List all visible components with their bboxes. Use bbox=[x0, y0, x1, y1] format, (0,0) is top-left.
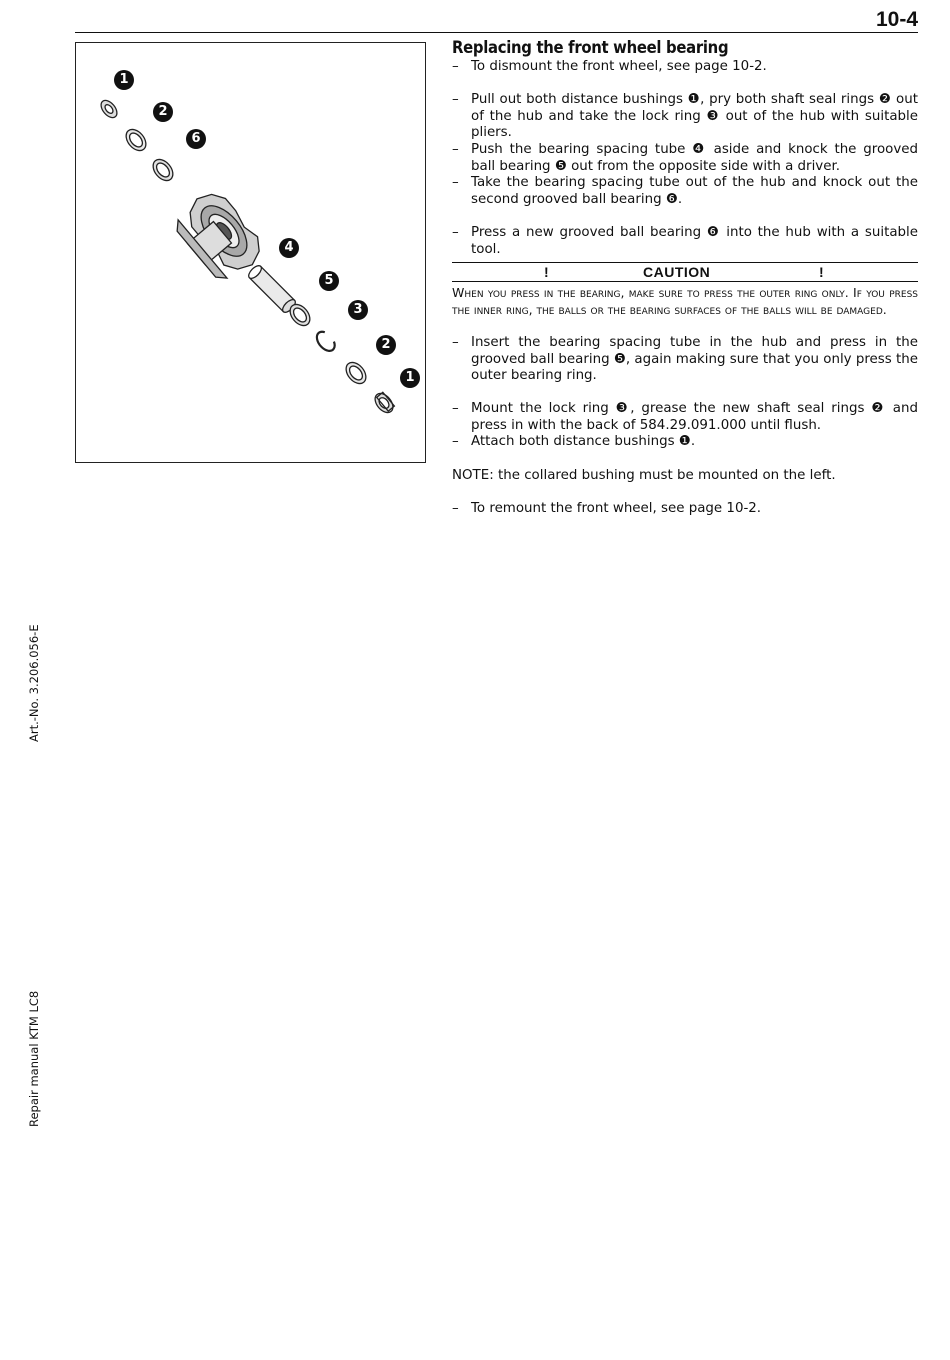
step-press-bearing: – Press a new grooved ball bearing ❻ into the hub with a suitable tool. bbox=[452, 224, 918, 257]
instructions bbox=[452, 38, 918, 517]
seal-ring-bottom bbox=[342, 359, 370, 388]
page-number: 10-4 bbox=[875, 8, 918, 31]
step-attach-bushings: – Attach both distance bushings ❶. bbox=[452, 434, 696, 450]
caution-text: When you press in the bearing, make sure to press the outer ring only. If you press the inner ring, the balls or the bearing surfaces of the balls will be damaged. bbox=[452, 285, 918, 317]
header-rule bbox=[75, 32, 918, 33]
step-push-tube: – Push the bearing spacing tube ❹ aside and knock the grooved ball bearing ❺ out from the opposite side with a driver. bbox=[452, 141, 918, 174]
caution-banner bbox=[452, 262, 918, 282]
callout-3: 3 bbox=[348, 300, 368, 320]
exploded-view-figure bbox=[75, 42, 426, 463]
hub-exploded-drawing bbox=[76, 43, 427, 464]
collared-bushing-bottom bbox=[372, 390, 397, 416]
caution-mark-right: ! bbox=[819, 264, 825, 281]
caution-mark-left: ! bbox=[544, 264, 550, 281]
step-mount-lock-ring: – Mount the lock ring ❸, grease the new shaft seal rings ❷ and press in with the back of 584.29.091.000 until flush. bbox=[452, 401, 918, 433]
callout-4: 4 bbox=[279, 238, 299, 258]
spacing-tube bbox=[247, 264, 298, 315]
callout-6: 6 bbox=[186, 129, 206, 149]
step-dismount: – To dismount the front wheel, see page 10-2. bbox=[452, 59, 767, 74]
callout-2-top: 2 bbox=[153, 102, 173, 122]
caution-label: CAUTION bbox=[643, 264, 711, 281]
callout-5: 5 bbox=[319, 271, 339, 291]
callout-1-bottom: 1 bbox=[400, 368, 420, 388]
step-remount: – To remount the front wheel, see page 10-2. bbox=[452, 500, 762, 516]
step-pull-bushings: – Pull out both distance bushings ❶, pry both shaft seal rings ❷ out of the hub and take the lock ring ❸ out of the hub with suitable pliers. bbox=[452, 92, 918, 141]
seal-ring-top bbox=[122, 126, 150, 155]
step-take-tube: – Take the bearing spacing tube out of the hub and knock out the second grooved ball bearing ❻. bbox=[452, 175, 918, 207]
callout-2-bottom: 2 bbox=[376, 335, 396, 355]
lock-ring bbox=[313, 329, 337, 354]
section-title: Replacing the front wheel bearing bbox=[452, 38, 729, 57]
ball-bearing-6 bbox=[149, 156, 177, 185]
distance-bushing-top bbox=[98, 97, 120, 120]
art-number: Art.-No. 3.206.056-E bbox=[27, 624, 41, 742]
note: NOTE: the collared bushing must be mounted on the left. bbox=[452, 467, 836, 483]
step-insert-tube: – Insert the bearing spacing tube in the hub and press in the grooved ball bearing ❺, again making sure that you only press the outer bearing ring. bbox=[452, 334, 918, 384]
manual-name: Repair manual KTM LC8 bbox=[27, 990, 41, 1127]
callout-1-top: 1 bbox=[114, 70, 134, 90]
